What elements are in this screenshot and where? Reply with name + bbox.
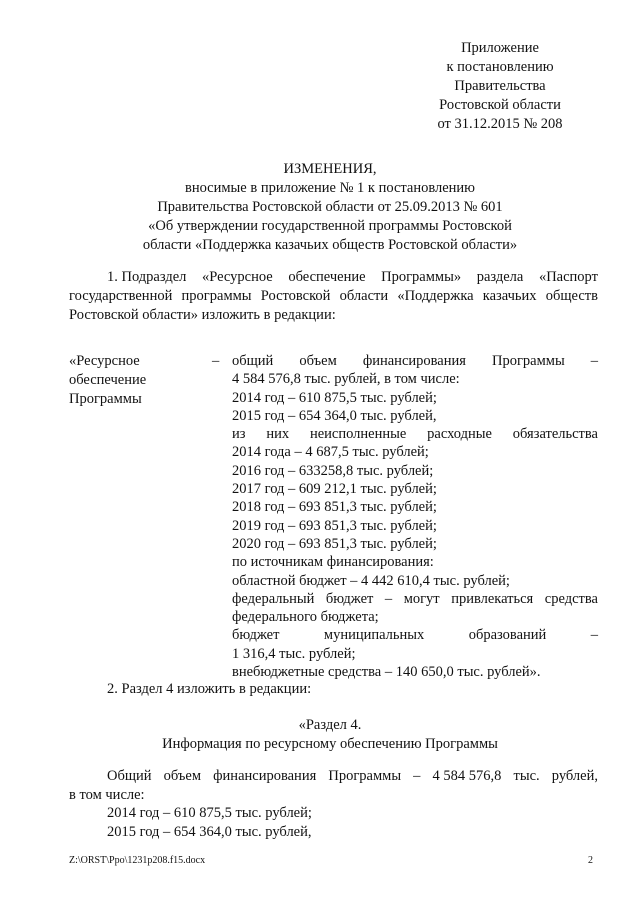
document-title	[60, 160, 600, 255]
word: Ростовской	[260, 288, 331, 304]
body-line2: в том числе:	[69, 787, 145, 803]
word: Программы	[491, 353, 565, 369]
page-number: 2	[588, 855, 593, 866]
word: «Ресурсное	[202, 269, 273, 285]
word: –	[590, 353, 598, 369]
resource-label	[69, 352, 199, 409]
resource-row: 2015 год – 654 364,0 тыс. рублей,	[232, 407, 437, 424]
word: финансирования	[362, 353, 466, 369]
word: них	[266, 426, 290, 443]
word: –	[413, 768, 421, 784]
item2-text: 2. Раздел 4 изложить в редакции:	[107, 681, 312, 697]
appendix-line: Правительства	[454, 78, 546, 94]
word: федеральный	[232, 590, 315, 607]
appendix-block	[420, 39, 580, 134]
resource-row: 2014 года – 4 687,5 тыс. рублей;	[232, 444, 429, 461]
resource-row: 2020 год – 693 851,3 тыс. рублей;	[232, 535, 437, 552]
word: 4 584 576,8	[432, 768, 502, 784]
resource-row	[232, 626, 598, 644]
body-line3: 2014 год – 610 875,5 тыс. рублей;	[107, 805, 312, 821]
label-line: обеспечение	[69, 372, 147, 388]
word: обеспечение	[288, 269, 366, 285]
word: Программы»	[381, 269, 462, 285]
label-line: «Ресурсное	[69, 353, 140, 369]
word: из	[232, 426, 246, 443]
resource-row: 2014 год – 610 875,5 тыс. рублей;	[232, 389, 437, 406]
word: обязательства	[512, 426, 598, 443]
appendix-line: к постановлению	[446, 59, 554, 75]
word: общий	[232, 353, 274, 369]
appendix-line: Приложение	[461, 40, 539, 56]
word: Программы	[328, 768, 402, 784]
resource-row: 2019 год – 693 851,3 тыс. рублей;	[232, 517, 437, 534]
title-line: «Об утверждении государственной программы Ростовской	[148, 218, 512, 234]
word: казачьих	[482, 288, 537, 304]
word: объем	[163, 768, 202, 784]
resource-row	[232, 590, 598, 608]
word: «Поддержка	[397, 288, 474, 304]
section4-subtitle: Информация по ресурсному обеспечению Программы	[162, 736, 498, 752]
resource-content	[232, 352, 598, 681]
footer-file-path: Z:\ORST\Ppo\1231p208.f15.docx	[69, 855, 206, 866]
word: 1. Подраздел	[107, 269, 187, 285]
word: финансирования	[213, 768, 317, 784]
resource-row: внебюджетные средства – 140 650,0 тыс. рублей».	[232, 664, 541, 681]
word: обществ	[545, 288, 598, 304]
label-line: Программы	[69, 391, 142, 407]
word: программы	[181, 288, 252, 304]
word: привлекаться	[451, 590, 534, 607]
word: образований	[468, 627, 547, 644]
word: неисполненные	[309, 426, 407, 443]
title-line: области «Поддержка казачьих обществ Ростовской области»	[142, 237, 518, 253]
item1-line2	[69, 287, 598, 306]
section4-title: «Раздел 4.	[298, 717, 362, 733]
resource-row: 2018 год – 693 851,3 тыс. рублей;	[232, 499, 437, 516]
word: средства	[544, 590, 598, 607]
item1-line3: Ростовской области» изложить в редакции:	[69, 307, 336, 323]
resource-row	[232, 352, 598, 370]
word: бюджет	[325, 590, 374, 607]
body-line4: 2015 год – 654 364,0 тыс. рублей,	[107, 824, 312, 840]
word: муниципальных	[323, 627, 425, 644]
title-heading: ИЗМЕНЕНИЯ,	[283, 161, 377, 177]
resource-dash: –	[212, 353, 220, 369]
appendix-date-number: от 31.12.2015 № 208	[437, 116, 563, 132]
word: объем	[299, 353, 337, 369]
resource-row: 1 316,4 тыс. рублей;	[232, 645, 356, 662]
section4-heading	[60, 716, 600, 754]
word: раздела	[476, 269, 524, 285]
word: тыс.	[513, 768, 540, 784]
word: расходные	[427, 426, 492, 443]
resource-row	[232, 425, 598, 443]
word: «Паспорт	[538, 269, 598, 285]
resource-row: 2017 год – 609 212,1 тыс. рублей;	[232, 481, 437, 498]
resource-row: федерального бюджета;	[232, 609, 379, 626]
body-line1	[107, 767, 598, 786]
item1-line1	[107, 268, 598, 287]
resource-row: 4 584 576,8 тыс. рублей, в том числе:	[232, 371, 460, 388]
word: Общий	[107, 768, 152, 784]
title-line: вносимые в приложение № 1 к постановлению	[184, 180, 476, 196]
resource-row: областной бюджет – 4 442 610,4 тыс. рублей;	[232, 572, 510, 589]
resource-row: по источникам финансирования:	[232, 554, 434, 571]
word: –	[384, 590, 393, 607]
appendix-line: Ростовской области	[439, 97, 561, 113]
word: –	[590, 627, 598, 644]
word: бюджет	[232, 627, 280, 644]
word: могут	[403, 590, 440, 607]
word: области	[339, 288, 389, 304]
resource-row: 2016 год – 633258,8 тыс. рублей;	[232, 462, 434, 479]
word: рублей,	[551, 768, 598, 784]
title-line: Правительства Ростовской области от 25.09.2013 № 601	[157, 199, 503, 215]
word: государственной	[69, 288, 173, 304]
